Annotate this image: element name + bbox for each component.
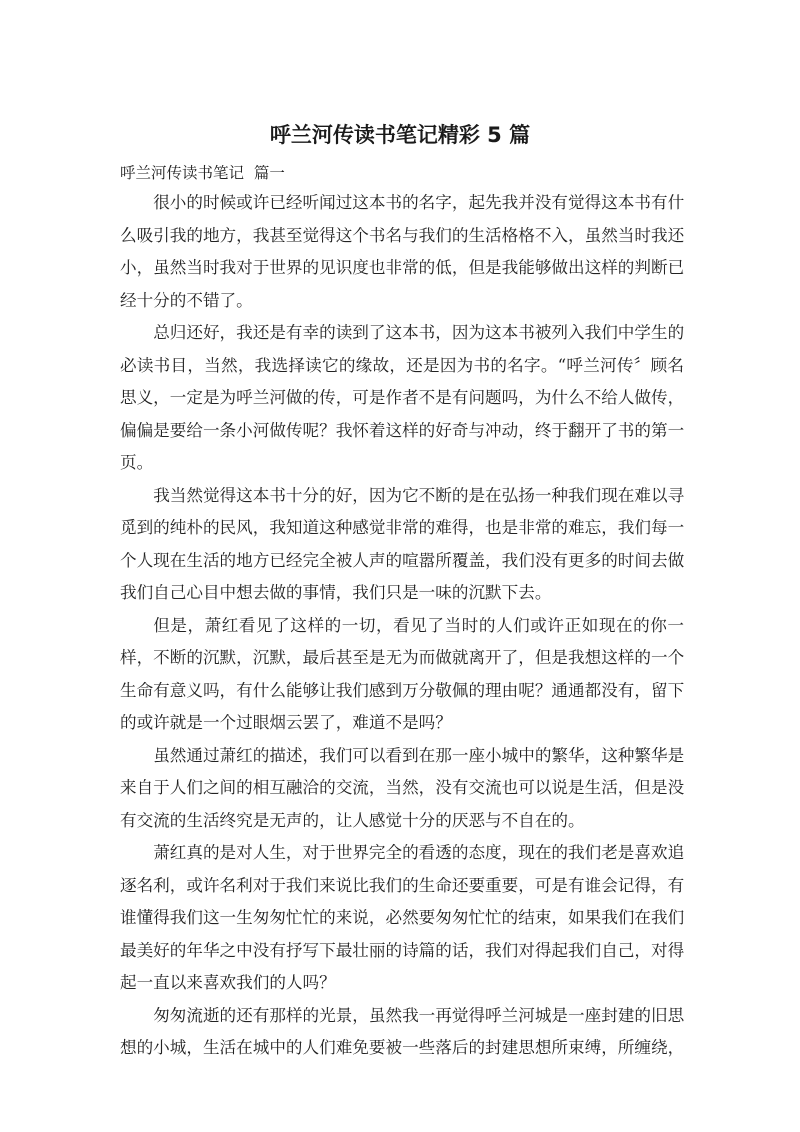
paragraph-line: 但是，萧红看见了这样的一切，看见了当时的人们或许正如现在的你一 bbox=[153, 615, 684, 635]
body-paragraph bbox=[120, 1000, 684, 1065]
paragraph-line: 么吸引我的地方，我甚至觉得这个书名与我们的生活格格不入，虽然当时我还 bbox=[120, 225, 685, 245]
paragraph-line: 起一直以来喜欢我们的人吗？ bbox=[120, 973, 336, 992]
body-paragraph bbox=[120, 187, 684, 317]
paragraph-line: 想的小城，生活在城中的人们难免要被一些落后的封建思想所束缚，所缠绕， bbox=[120, 1038, 685, 1057]
paragraph-line: 经十分的不错了。 bbox=[120, 290, 253, 310]
paragraph-line: 很小的时候或许已经听闻过这本书的名字，起先我并没有觉得这本书有什 bbox=[153, 193, 685, 212]
body-paragraph bbox=[120, 740, 684, 838]
paragraph-line: 匆匆流逝的还有那样的光景，虽然我一再觉得呼兰河城是一座封建的旧思 bbox=[153, 1005, 685, 1025]
paragraph-line: 页。 bbox=[120, 453, 154, 472]
paragraph-line: 必读书目，当然，我选择读它的缘故，还是因为书的名字。“呼兰河传〞顾名 bbox=[120, 355, 684, 375]
body-paragraph bbox=[120, 837, 684, 1000]
paragraph-line: 偏偏是要给一条小河做传呢？我怀着这样的好奇与冲动，终于翻开了书的第一 bbox=[120, 420, 685, 440]
body-paragraph bbox=[120, 480, 684, 610]
paragraph-line: 有交流的生活终究是无声的，让人感觉十分的厌恶与不自在的。 bbox=[120, 810, 585, 830]
paragraph-line: 我们自己心目中想去做的事情，我们只是一味的沉默下去。 bbox=[120, 583, 552, 602]
paragraph-line: 个人现在生活的地方已经完全被人声的喧嚣所覆盖，我们没有更多的时间去做 bbox=[120, 550, 685, 570]
paragraph-line: 来自于人们之间的相互融洽的交流，当然，没有交流也可以说是生活，但是没 bbox=[120, 778, 685, 797]
paragraph-line: 最美好的年华之中没有抒写下最壮丽的诗篇的话，我们对得起我们自己，对得 bbox=[120, 940, 685, 960]
section-heading: 呼兰河传读书笔记 篇一 bbox=[120, 164, 285, 182]
paragraph-line: 生命有意义吗，有什么能够让我们感到万分敬佩的理由呢？通通都没有，留下 bbox=[120, 680, 685, 700]
paragraph-line: 我当然觉得这本书十分的好，因为它不断的是在弘扬一种我们现在难以寻 bbox=[153, 485, 685, 505]
body-paragraph bbox=[120, 610, 684, 740]
paragraph-line: 萧红真的是对人生，对于世界完全的看透的态度，现在的我们老是喜欢追 bbox=[153, 843, 685, 862]
body-paragraph bbox=[120, 317, 684, 480]
document-title: 呼兰河传读书笔记精彩 5 篇 bbox=[269, 123, 531, 147]
paragraph-line: 总归还好，我还是有幸的读到了这本书，因为这本书被列入我们中学生的 bbox=[153, 323, 685, 342]
paragraph-line: 小，虽然当时我对于世界的见识度也非常的低，但是我能够做出这样的判断已 bbox=[120, 258, 685, 277]
paragraph-line: 的或许就是一个过眼烟云罢了，难道不是吗？ bbox=[120, 713, 452, 732]
document-body bbox=[120, 187, 684, 1065]
paragraph-line: 逐名利，或许名利对于我们来说比我们的生命还要重要，可是有谁会记得，有 bbox=[120, 875, 685, 895]
paragraph-line: 觅到的纯朴的民风，我知道这种感觉非常的难得，也是非常的难忘，我们每一 bbox=[120, 518, 685, 537]
paragraph-line: 虽然通过萧红的描述，我们可以看到在那一座小城中的繁华，这种繁华是 bbox=[153, 745, 685, 765]
paragraph-line: 思义，一定是为呼兰河做的传，可是作者不是有问题吗，为什么不给人做传， bbox=[120, 388, 685, 407]
paragraph-line: 样，不断的沉默，沉默，最后甚至是无为而做就离开了，但是我想这样的一个 bbox=[120, 648, 685, 667]
paragraph-line: 谁懂得我们这一生匆匆忙忙的来说，必然要匆匆忙忙的结束，如果我们在我们 bbox=[120, 908, 685, 927]
